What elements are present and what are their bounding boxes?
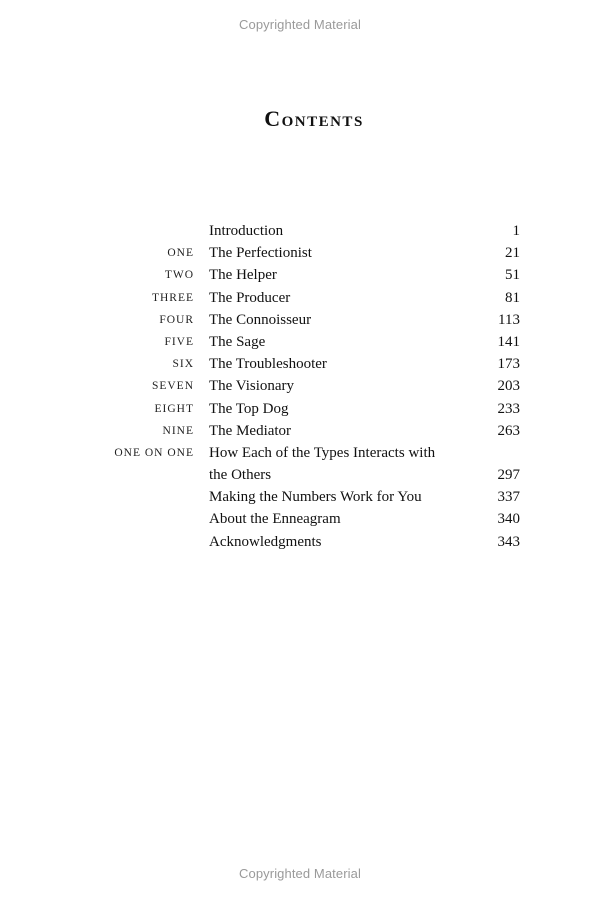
page-title: Contents	[264, 106, 364, 131]
toc-entry-number: FOUR	[159, 313, 194, 326]
toc-entry-page: 113	[498, 311, 520, 328]
toc-entry-title: The Producer	[209, 289, 291, 306]
toc-entry-page: 21	[505, 245, 520, 262]
toc-entry-about-enneagram[interactable]	[0, 508, 600, 530]
toc-entry-page: 263	[497, 422, 520, 439]
toc-entry-sage[interactable]	[0, 331, 600, 353]
toc-entry-introduction[interactable]	[0, 220, 600, 242]
toc-entry-title: The Troubleshooter	[209, 356, 327, 373]
toc-entry-types-interact[interactable]	[0, 442, 600, 486]
toc-entry-mediator[interactable]	[0, 420, 600, 442]
toc-entry-title: The Sage	[209, 333, 266, 350]
toc-entry-top-dog[interactable]	[0, 398, 600, 420]
toc-entry-number: NINE	[162, 424, 194, 437]
toc-entry-number: SEVEN	[151, 380, 194, 393]
toc-entry-page: 203	[497, 378, 520, 395]
toc-entry-acknowledgments[interactable]	[0, 531, 600, 553]
toc-entry-number: ONE ON ONE	[114, 446, 194, 459]
toc-entry-title: The Mediator	[209, 422, 292, 439]
toc-entry-number: FIVE	[164, 335, 194, 348]
toc-entry-page: 297	[497, 467, 520, 484]
toc-entry-perfectionist[interactable]	[0, 242, 600, 264]
toc-entry-title: About the Enneagram	[209, 511, 341, 528]
toc-entry-helper[interactable]	[0, 264, 600, 286]
watermark-top: Copyrighted Material	[239, 17, 361, 32]
toc-entry-title: The Top Dog	[209, 400, 289, 417]
toc-entry-title: Acknowledgments	[209, 533, 322, 550]
toc-entry-number: EIGHT	[154, 402, 194, 415]
toc-entry-page: 51	[505, 267, 520, 284]
toc-entry-number: TWO	[164, 269, 194, 282]
toc-entry-page: 233	[497, 400, 520, 417]
toc-entry-numbers-work[interactable]	[0, 486, 600, 508]
toc-entry-page: 173	[497, 356, 520, 373]
toc-entry-title: The Helper	[209, 267, 277, 284]
toc-entry-number: SIX	[172, 358, 194, 371]
toc-entry-title: The Perfectionist	[209, 245, 312, 262]
toc-entry-title-continuation: the Others	[209, 467, 272, 484]
toc-entry-title: The Visionary	[209, 378, 295, 395]
table-of-contents	[0, 220, 600, 553]
toc-entry-page: 141	[497, 333, 520, 350]
toc-entry-producer[interactable]	[0, 287, 600, 309]
toc-entry-page: 340	[497, 511, 520, 528]
toc-entry-title: Making the Numbers Work for You	[209, 489, 422, 506]
toc-entry-page: 343	[497, 533, 520, 550]
toc-entry-title: The Connoisseur	[209, 311, 312, 328]
toc-entry-troubleshooter[interactable]	[0, 353, 600, 375]
toc-entry-page: 1	[512, 223, 520, 239]
toc-entry-visionary[interactable]	[0, 375, 600, 397]
toc-entry-title: Introduction	[209, 223, 284, 239]
toc-entry-number: THREE	[151, 291, 194, 304]
toc-entry-number: ONE	[167, 247, 194, 260]
toc-entry-title: How Each of the Types Interacts with	[209, 444, 436, 461]
toc-entry-connoisseur[interactable]	[0, 309, 600, 331]
toc-entry-page: 81	[505, 289, 520, 306]
toc-entry-page: 337	[497, 489, 520, 506]
watermark-bottom: Copyrighted Material	[239, 866, 361, 881]
